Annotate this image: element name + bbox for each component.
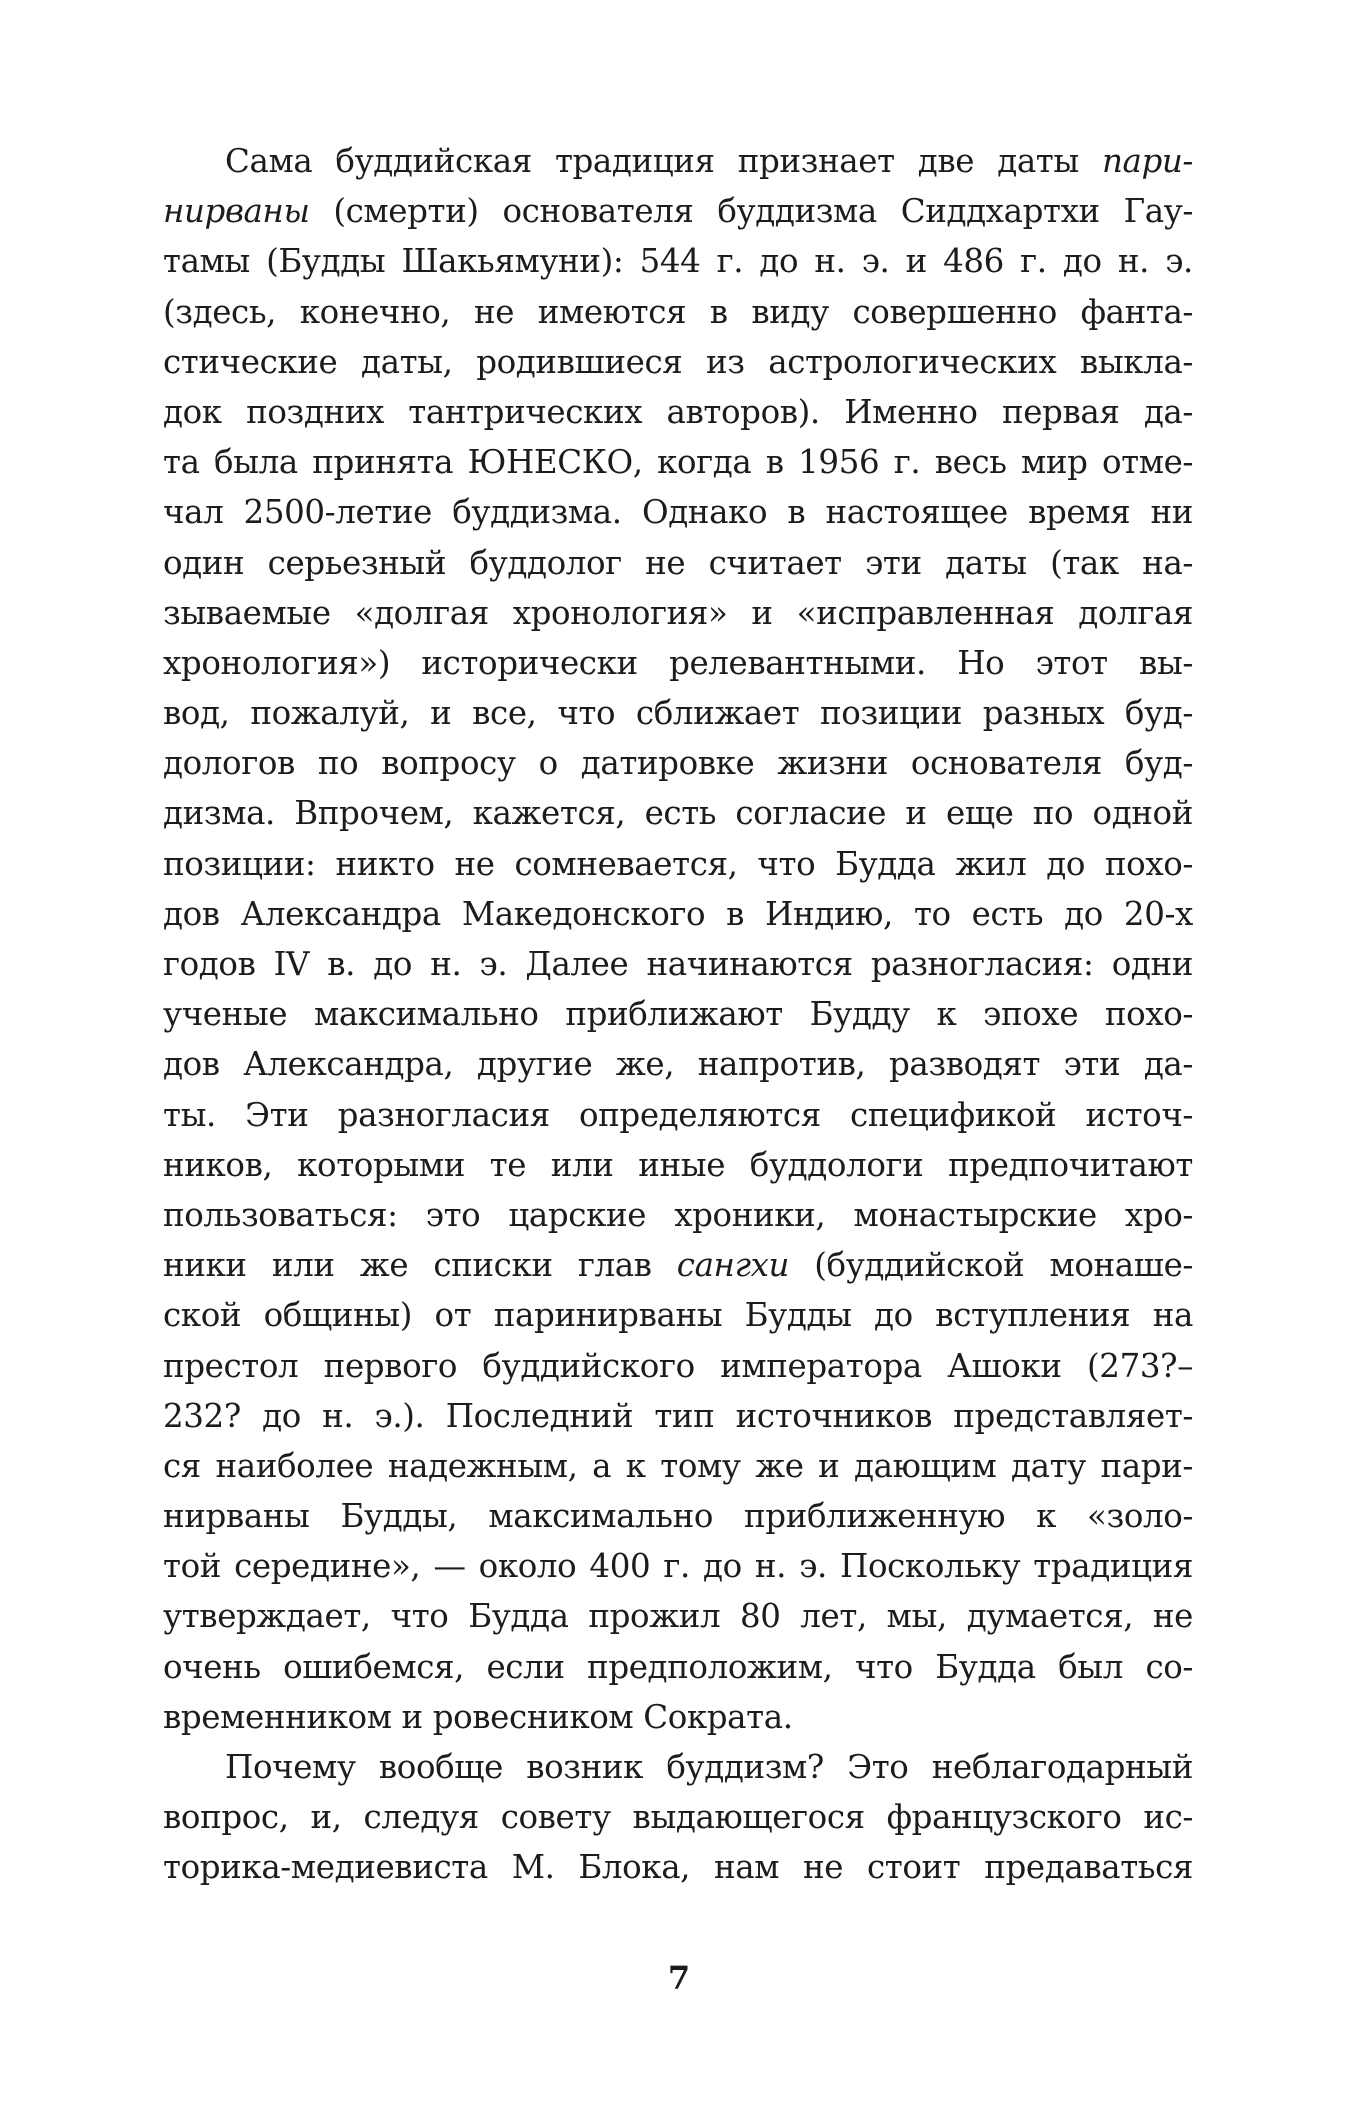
text-line bbox=[163, 1742, 1193, 1792]
text-line bbox=[163, 1441, 1193, 1491]
text-line bbox=[163, 1391, 1193, 1441]
text-line bbox=[163, 989, 1193, 1039]
italic-term: нирваны bbox=[163, 192, 310, 231]
text-segment: временником и ровесником Сократа. bbox=[163, 1697, 793, 1736]
text-segment: ты. Эти разногласия определяются спецификой источ- bbox=[163, 1095, 1193, 1134]
text-segment: очень ошибемся, если предположим, что Будда был со- bbox=[163, 1647, 1193, 1686]
text-segment: зываемые «долгая хронология» и «исправленная долгая bbox=[163, 593, 1193, 632]
text-line bbox=[163, 1090, 1193, 1140]
text-line bbox=[163, 788, 1193, 838]
text-segment: один серьезный буддолог не считает эти даты (так на- bbox=[163, 543, 1193, 582]
paragraph bbox=[163, 1742, 1193, 1893]
text-segment: ской общины) от паринирваны Будды до вступления на bbox=[163, 1296, 1193, 1335]
text-segment: (буддийской монаше- bbox=[789, 1246, 1193, 1285]
italic-term: пари- bbox=[1101, 142, 1193, 180]
italic-term: сангхи bbox=[676, 1246, 790, 1285]
paragraph bbox=[163, 136, 1193, 1742]
body-text bbox=[163, 136, 1193, 1893]
text-segment: чал 2500-летие буддизма. Однако в настоящее время ни bbox=[163, 493, 1193, 532]
text-line bbox=[163, 437, 1193, 487]
text-line bbox=[163, 1692, 1193, 1742]
text-segment: вопрос, и, следуя совету выдающегося французского ис- bbox=[163, 1798, 1193, 1837]
text-line bbox=[163, 1541, 1193, 1591]
text-segment: пользоваться: это царские хроники, монастырские хро- bbox=[163, 1195, 1193, 1234]
text-segment: вод, пожалуй, и все, что сближает позиции разных буд- bbox=[163, 694, 1193, 733]
text-segment: позиции: никто не сомневается, что Будда жил до похо- bbox=[163, 844, 1193, 883]
text-line bbox=[163, 939, 1193, 989]
text-line bbox=[163, 236, 1193, 286]
text-line bbox=[163, 1792, 1193, 1842]
text-segment: (здесь, конечно, не имеются в виду совершенно фанта- bbox=[163, 292, 1193, 331]
text-line bbox=[163, 889, 1193, 939]
text-line bbox=[163, 387, 1193, 437]
text-segment: дов Александра, другие же, напротив, разводят эти да- bbox=[163, 1045, 1193, 1084]
text-line bbox=[163, 1140, 1193, 1190]
text-line bbox=[163, 287, 1193, 337]
text-line bbox=[163, 1842, 1193, 1892]
text-segment: дологов по вопросу о датировке жизни основателя буд- bbox=[163, 744, 1193, 783]
text-segment: Сама буддийская традиция признает две даты bbox=[225, 142, 1102, 180]
text-segment: нирваны Будды, максимально приближенную к «золо- bbox=[163, 1497, 1193, 1536]
text-segment: док поздних тантрических авторов). Именно первая да- bbox=[163, 392, 1193, 431]
text-segment: ников, которыми те или иные буддологи предпочитают bbox=[163, 1145, 1193, 1184]
text-segment: годов IV в. до н. э. Далее начинаются разногласия: одни bbox=[163, 945, 1193, 983]
text-line bbox=[163, 588, 1193, 638]
text-segment: ся наиболее надежным, а к тому же и дающим дату пари- bbox=[163, 1446, 1193, 1485]
text-segment: утверждает, что Будда прожил 80 лет, мы, думается, не bbox=[163, 1597, 1193, 1636]
text-line bbox=[163, 1190, 1193, 1240]
text-line bbox=[163, 1240, 1193, 1290]
text-line bbox=[163, 688, 1193, 738]
text-line bbox=[163, 738, 1193, 788]
text-segment: (смерти) основателя буддизма Сиддхартхи Гау- bbox=[309, 192, 1193, 231]
text-line bbox=[163, 1642, 1193, 1692]
text-segment: ученые максимально приближают Будду к эпохе похо- bbox=[163, 995, 1193, 1034]
text-segment: Почему вообще возник буддизм? Это неблагодарный bbox=[225, 1748, 1193, 1786]
text-line bbox=[163, 538, 1193, 588]
text-line bbox=[163, 1591, 1193, 1641]
text-line bbox=[163, 337, 1193, 387]
text-line bbox=[163, 136, 1193, 186]
text-segment: тамы (Будды Шакьямуни): 544 г. до н. э. и 486 г. до н. э. bbox=[163, 242, 1193, 281]
text-line bbox=[163, 1491, 1193, 1541]
text-line bbox=[163, 1341, 1193, 1391]
text-segment: торика-медиевиста М. Блока, нам не стоит предаваться bbox=[163, 1848, 1193, 1887]
text-segment: дизма. Впрочем, кажется, есть согласие и еще по одной bbox=[163, 794, 1193, 833]
text-line bbox=[163, 638, 1193, 688]
text-line bbox=[163, 186, 1193, 236]
text-segment: престол первого буддийского императора Ашоки (273?– bbox=[163, 1346, 1193, 1385]
text-segment: та была принята ЮНЕСКО, когда в 1956 г. весь мир отме- bbox=[163, 443, 1193, 482]
text-line bbox=[163, 839, 1193, 889]
text-segment: ники или же списки глав bbox=[163, 1246, 677, 1285]
text-line bbox=[163, 1039, 1193, 1089]
page-number: 7 bbox=[667, 1959, 691, 1997]
text-segment: дов Александра Македонского в Индию, то есть до 20-х bbox=[163, 894, 1193, 933]
text-line bbox=[163, 487, 1193, 537]
text-line bbox=[163, 1290, 1193, 1340]
text-segment: стические даты, родившиеся из астрологических выкла- bbox=[163, 342, 1193, 381]
text-segment: 232? до н. э.). Последний тип источников представляет- bbox=[163, 1396, 1193, 1435]
text-segment: той середине», — около 400 г. до н. э. Поскольку традиция bbox=[163, 1547, 1193, 1586]
text-segment: хронология») исторически релевантными. Но этот вы- bbox=[163, 643, 1193, 682]
